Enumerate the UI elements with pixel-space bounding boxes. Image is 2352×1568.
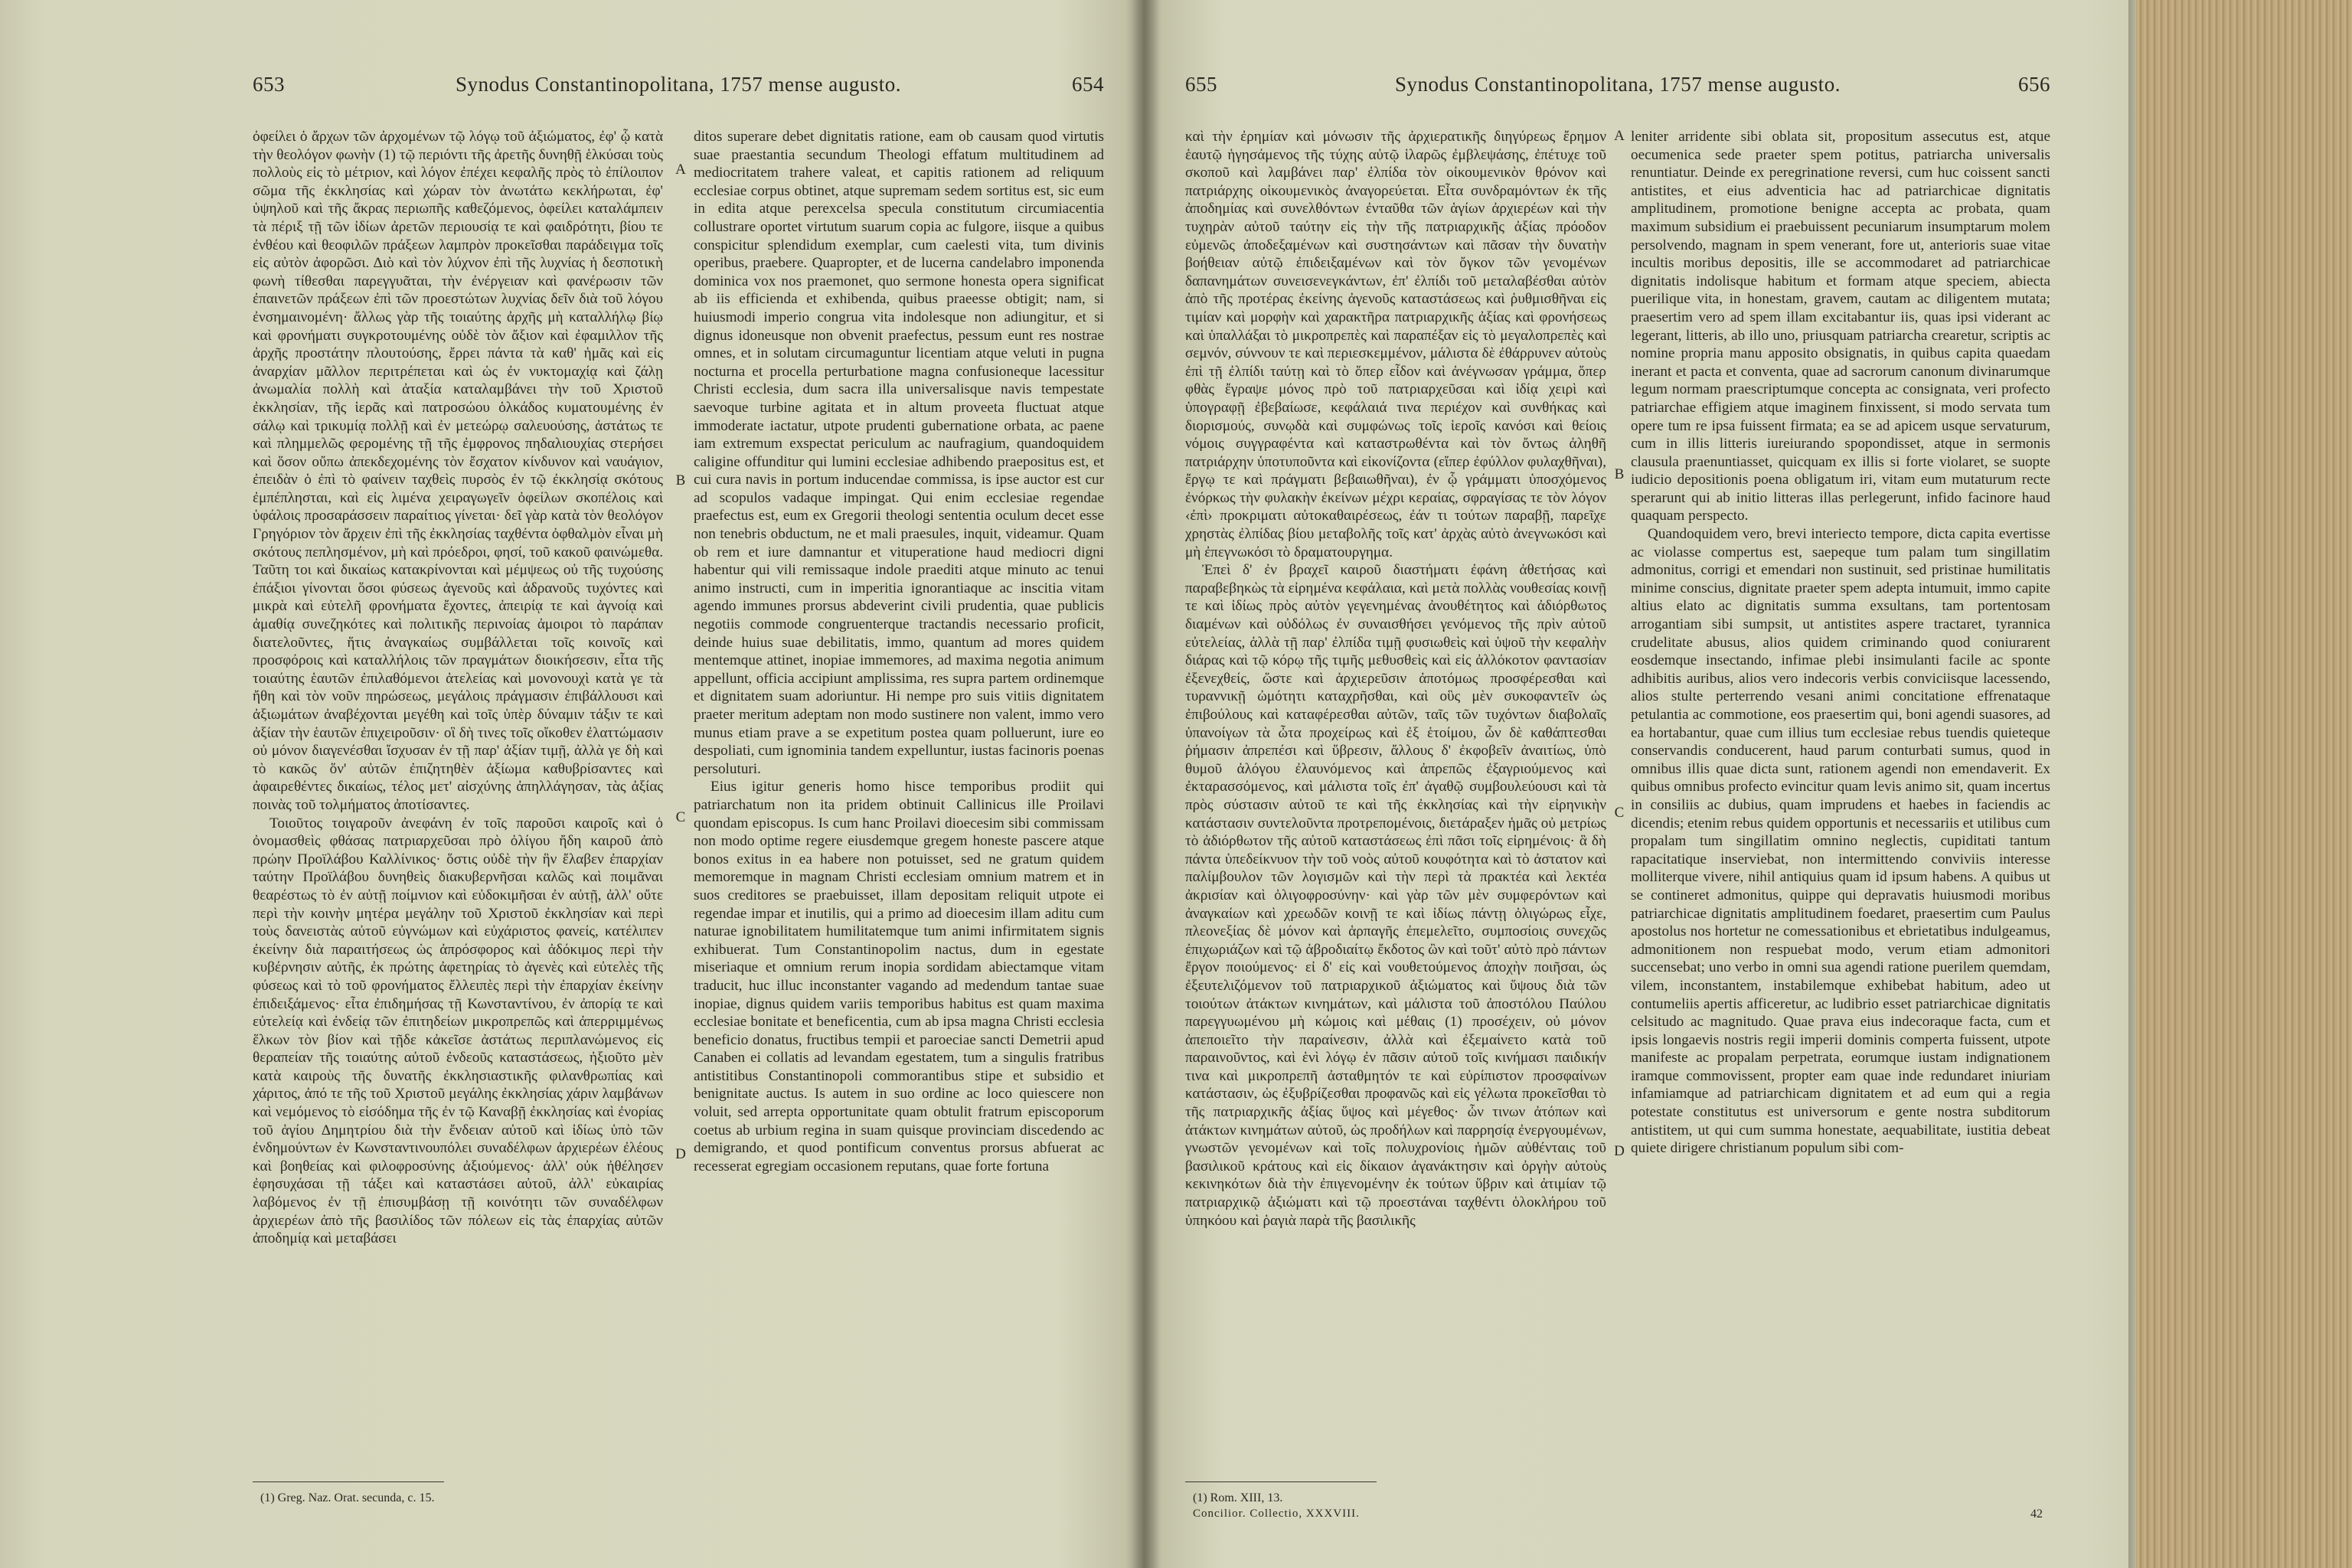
footnote-rule: [253, 1481, 444, 1482]
paragraph: ὀφείλει ὁ ἄρχων τῶν ἀρχομένων τῷ λόγῳ τοῦ ἀξιώματος, ἐφ' ᾧ κατὰ τὴν θεολόγον φωνὴν (1) τῷ περιόντι τῆς ἀρετῆς δυνηθῇ ἑλκύσαι τοὺς πολλοὺς εἰς τὸ μέτριον, καὶ λόγον ἐπέχει κεφαλῆς πρὸς τὸ ἐπίλοιπον σῶμα τῆς ἐκκλησίας καὶ χώραν τὸν ἀνωτάτω κεκλήρωται, ἐφ' ὑψηλοῦ καὶ τῆς ἄκρας περιωπῆς καθεζόμενος, ὀφείλει καταλάμπειν τὰ πέριξ τῇ τῶν ἰδίων ἀρετῶν περιουσίᾳ τε καὶ φαιδρότητι, βίου τε ἐνθέου καὶ θεοφιλῶν πράξεων λαμπρὸν προκεῖσθαι παράδειγμα τοῖς εἰς αὐτὸν ἀφορῶσι. Διὸ καὶ τὸν λύχνον ἐπὶ τῆς λυχνίας ἡ δεσποτικὴ φωνὴ τίθεσθαι παρεγγυᾶται, τὴν ἐνέργειαν καὶ φανέρωσιν τῶν ἐπαινετῶν πράξεων ἐπὶ τῶν προεστώτων λυχνίας δεῖν διὰ τοῦ λόγου ἐνσημαινομένη· ἄλλως γὰρ τῆς τοιαύτης ἀρχῆς μὴ καταλλήλῳ βίῳ καὶ φρονήματι συγκροτουμένης οὐδὲ τὸν ἄξιον καὶ ἐφαμιλλον τῆς ἀρχῆς προστάτην πλουτούσης, ἔρρει πάντα τὰ καθ' ἡμᾶς καὶ εἰς ἀναρχίαν μᾶλλον περιτρέπεται καὶ ὡς ἐν νυκτομαχίᾳ καὶ ζάλῃ ἀνωμαλία πολλὴ καὶ ἀταξία καταλαμβάνει τὴν τοῦ Χριστοῦ ἐκκλησίαν, τῆς ἱερᾶς καὶ πατροσώου ὁλκάδος κυματουμένης ἐν σάλῳ καὶ τρικυμίᾳ πολλῇ καὶ ἐν μετεώρῳ σαλευούσης, ἀστάτως τε καὶ πλημμελῶς φερομένης τῇ τῆς ἐμφρονος πηδαλιουχίας στερήσει καὶ ὅσον οὔπω ἀπεκδεχομένης τὸν ἔσχατον κίνδυνον καὶ ναυάγιον, ἐπειδὰν ὁ ἐπὶ τὸ φαίνειν ταχθεὶς πυρσὸς ἐν τῷ ἐκκλησίᾳ σκότους ἐμπέπλησται, καὶ εἰς λιμένα χειραγωγεῖν ὀφείλων σκοπέλοις καὶ ὑφάλοις προσαράσσειν παραίτιος γίνεται· δεῖ γὰρ κατὰ τὸν θεολόγον Γρηγόριον τὸν ἄρχειν ἐπὶ τῆς ἐκκλησίας ταχθέντα ὀφθαλμὸν εἶναι μὴ σκότους πεπλησμένον, μὴ καὶ πρόεδροι, φησί, τοῦ κακοῦ φαινώμεθα. Ταῦτη τοι καὶ δικαίως κατακρίνονται καὶ μέμψεως οὐ τῆς τυχούσης ἐπάξιοι γίνονται ὅσοι φύσεως ἀγενοῦς καὶ ἀδρανοῦς τυχόντες καὶ μικρὰ καὶ εὐτελῆ φρονήματα ἔχοντες, ἀπειρίᾳ τε καὶ ἀγνοίᾳ καὶ ἀμαθίᾳ συνεζηκότες καὶ πολιτικῆς περινοίας ἀμοιροι τὸ παράπαν διατελοῦντες, ἥτις ἀναγκαίως συμβάλλεται τοῖς κοινοῖς καὶ προσφόροις καὶ καταλλήλοις τῶν πραγμάτων διοικήσεσιν, εἶτα τῆς τοιαύτης ἑαυτῶν ἐπιλαθόμενοι ἀτελείας καὶ μονονουχὶ κατὰ γε τὰ ἤθη καὶ τὸν νοῦν πηρώσεως, μεγάλοις πράγμασιν ἐπιβάλλουσι καὶ ἀξιωμάτων ἀναβέχονται μεγέθη καὶ τοῖς ὑπὲρ δύναμιν τάξιν τε καὶ ἀξίαν τὴν ἑαυτῶν ἐπιχειροῦσιν· οἳ δὴ τινες τοῖς οἴκοθεν ἐλαττώμασιν οὐ μόνον διαγενέσθαι ἴσχυσαν ἐν τῇ παρ' ἀξίαν τιμῇ, ἀλλὰ γε δὴ καὶ τὸ κακῶς ὅν' αὐτῶν ἐπιζητηθὲν ἀξίωμα καθυβρίσαντες καὶ ἀφαιρεθέντες δικαίως, τέλος μετ' αἰσχύνης ἀπηλλάγησαν, τὰς ἀξίας ποινὰς τοῦ τολμήματος ἀποτίσαντες.: [253, 129, 663, 813]
page-number: 655: [1185, 73, 1217, 96]
greek-column: [1185, 128, 1606, 1521]
section-marker: A: [1614, 128, 1625, 144]
paragraph: Quandoquidem vero, brevi interiecto tempore, dicta capita evertisse ac violasse compertus est, saepeque tum palam tum singillatim admonitus, corrigi et emendari non sustinuit, sed pristinae humilitatis minime conscius, dignitate praeter spem adepta intumuit, immo capite altius elato ac dignitatis summa exsultans, tam portentosam arrogantiam sibi sumpsit, ut antistites aspere tractaret, tyrannica crudelitate abusus, alios quidem criminando quod coniurarent eosdemque insectando, infimae plebi insimulanti facile ac sponte adhibitis auribus, alios vero indecoris verbis conviciisque lacessendo, alios stulte perterrendo vesani animi concitatione effrenataque petulantia ac commotione, eos praesertim qui, boni agendi suasores, ad ea hortabantur, quae cum illius tum ecclesiae rebus tuendis quieteque conservandis conducerent, haud parum conturbati sumus, quod in omnibus illis quae dicta sunt, rationem agendi non emendaverit. Ex quibus omnibus profecto evincitur quam levis animo sit, quam incertus in consiliis ac dubius, quam imprudens et haebes in faciendis ac dicendis; etenim rebus quidem opportunis et necessariis et utilibus cum propalam tum singillatim omnino neglectis, cupiditati tantum rapacitatique inserviebat, non intermittendo conviviis interesse molliterque vivere, nihil antiquius quam id ipsum habens. A quibus ut se contineret admonitus, quippe qui depravatis huiusmodi moribus patriarchicae dignitatis amplitudinem foedaret, praesertim cum Paulus apostolus nos hortetur ne comessationibus et ebrietatibus indulgeamus, admonitionem non respuebat modo, verum etiam admonitori succensebat; uno verbo in omni sua agendi ratione puerilem quemdam, vilem, inconstantem, instabilemque exhibebat habitum, adeo ut contumeliis apertis afficeretur, ac ludibrio esset patriarchicae dignitatis celsitudo ac magnitudo. Quae prava eius indecoraque facta, cum et ipsis longaevis nostris regii imperii dominis comperta fuissent, utpote manifeste ac propalam perpetrata, eorumque iustam indignationem iramque commovissent, propter eam quae inde redundaret iniuriam infamiamque ad patriarchicam dignitatem et ad eum qui a regia potestate constitutus est universorum e gente nostra subditorum antistitem, ut qui cum summa honestate, aequabilitate, iustitia debeat quiete dirigere christianum populum sibi com-: [1631, 526, 2050, 1157]
section-marker: B: [675, 472, 686, 488]
book-gutter: [1132, 0, 1159, 1568]
page-number: 653: [253, 73, 285, 96]
running-header: [1185, 73, 2050, 106]
footnote: (1) Greg. Naz. Orat. secunda, c. 15.: [260, 1491, 435, 1504]
section-marker: B: [1614, 466, 1625, 482]
latin-column: [694, 128, 1104, 1521]
paragraph: leniter arridente sibi oblata sit, propositum assecutus est, atque oecumenica sede praeter spem potitus, patriarcha universalis renuntiatur. Deinde ex peregrinatione reversi, cum huc coissent sancti antistites, et eius adventicia hac ad patriarchicae dignitatis amplitudinem, promotione benigne accepta ac probata, quam maximum subsidium ei praebuissent pecuniarum insumptarum molem persolvendo, magnam in spem venerant, fore ut, anterioris suae vitae incultis moribus depositis, ille se accommodaret ad patriarchicae dignitatis indolisque habitum et formam atque speciem, abiecta puerilique vita, in honestam, gravem, cautam ac diligentem mutata; praesertim vero ad spem illam excitabantur iis, quas ipsi viderant ac legerant, litteris, ab illo uno, priusquam patriarcha crearetur, scriptis ac nomine propria manu apposito obsignatis, in quibus capita quaedam inerant et pacta et conventa, quae ad sacrorum canonum divinarumque legum normam praescriptumque concepta ac consignata, veri profecto patriarchae effigiem atque imaginem finxissent, si modo servata tum opere tum re ipsa fuissent firmata; ea se ad apicem usque servaturum, cum in illis litteris iureiurando spopondisset, atque in sermonis clausula praenuntiasset, quicquam ex illis si forte violaret, se suopte iudicio depositionis poena obligatum iri, vitam eum mutaturum recte sperarunt qui ab initio litteras illas perlegerunt, infido facinore haud quaquam perspecto.: [1631, 129, 2050, 524]
page-number: 654: [1072, 73, 1104, 96]
paragraph: Eius igitur generis homo hisce temporibus prodiit qui patriarchatum non ita pridem obtinuit Callinicus ille Proilavi quondam episcopus. Is cum hanc Proilavi dioecesim sibi commissam non modo optime regere eiusdemque gregem honeste pascere atque bonos exitus in ea habere non potuisset, sed ne gratum quidem memoremque in magnam Christi ecclesiam omnium matrem et in suos creditores se praebuisset, illam depositam reliquit utpote ei regendae impar et inutilis, qui a primo ad dioecesim illam aditu cum naturae ignobilitatem humilitatemque tum animi infirmitatem signis exhibuerat. Tum Constantinopolim nactus, dum in egestate miseriaque et omnium rerum inopia sordidam abiectamque vitam traducit, huc illuc inconstanter vagando ad medendum tantae suae inopiae, dignus quidem variis temporibus habitus est quam maxima ecclesiae bonitate et beneficentia, cum ab ipsa magna Christi ecclesia beneficio donatus, fructibus tempii et paroeciae sancti Demetrii apud Canaben ei collatis ad levandam egestatem, tum a singulis fratribus antistitibus Constantinopoli commorantibus stipe et subsidio et benignitate auctus. Is autem in suo ordine ac loco quiescere non voluit, sed arrepta opportunitate quam obtulit fratrum episcoporum coetus ab urbium regina in suam quisque provinciam discedendo ac demigrando, et quod pontificum conventus prorsus abfuerat ac recesserat egregiam occasionem reputans, quae forte fortuna: [694, 779, 1104, 1174]
paragraph: Τοιοῦτος τοιγαροῦν ἀνεφάνη ἐν τοῖς παροῦσι καιροῖς καὶ ὁ ὀνομασθεὶς φθάσας πατριαρχεῦσαι πρὸ ὀλίγου ἤδη καιροῦ ἀπὸ πρώην Προϊλάβου Καλλίνικος· ὅστις οὐδὲ τὴν ἣν ἔλαβεν ἐπαρχίαν ταύτην Προϊλάβου δυνηθεὶς διακυβερνῆσαι καλῶς καὶ ποιμᾶναι θεαρέστως τὸ ἐν αὐτῇ ποίμνιον καὶ εὐδοκιμῆσαι ἐν αὐτῇ, ἀλλ' οὔτε περὶ τὴν κοινὴν μητέρα μεγάλην τοῦ Χριστοῦ ἐκκλησίαν καὶ περὶ τοὺς δανειστὰς αὐτοῦ εὐγνώμων καὶ εὐχάριστος φανείς, κατέλιπεν ἐκείνην διὰ παραιτήσεως ὡς ἀπρόσφορος καὶ ἀδόκιμος περὶ τὴν κυβέρνησιν αὐτῆς, ἐκ πρώτης ἀφετηρίας τὸ ἀγενὲς καὶ εὐτελὲς τῆς φύσεως καὶ τὸ τοῦ φρονήματος ἔλλειπὲς περὶ τὴν ἐπαρχίαν ἐκείνην ἐπιδειξάμενος· εἶτα ἐπιδημήσας τῇ Κωνσταντίνου, ἐν ἀπορίᾳ τε καὶ εὐτελείᾳ καὶ ἐνδείᾳ τῶν ἐπιτηδείων μικροπρεπῶς καὶ ἀπερριμμένως ἕλκων τὸν βίον καὶ τῇδε κἀκεῖσε ἀστάτως περιπλανώμενος εἰς θεραπείαν τῆς τοιαύτης αὐτοῦ ἐνδεοῦς καταστάσεως, ἠξιοῦτο μὲν κατὰ καιροὺς τῆς δυνατῆς ἐκκλησιαστικῆς φιλανθρωπίας καὶ χάριτος, ἀπό τε τῆς τοῦ Χριστοῦ μεγάλης ἐκκλησίας χάριν λαμβάνων καὶ νεμόμενος τὸ εἰσόδημα τῆς ἐν τῷ Καναβῇ ἐκκλησίας καὶ ἐνορίας τοῦ ἁγίου Δημητρίου διὰ τὴν ἔνδειαν αὐτοῦ καὶ ἰδίως ὑπὸ τῶν ἐνδημούντων ἐν Κωνσταντινουπόλει συναδέλφων ἀρχιερέων ἐλέους καὶ βοηθείας καὶ φιλοφροσύνης ἀξιούμενος· ἀλλ' οὐκ ἠθέλησεν ἐφησυχάσαι τῇ τάξει καὶ καταστάσει αὐτοῦ, ἀλλ' εὐκαιρίας λαβόμενος ἐν τῇ ἐπισυμβάσῃ τῇ κοινότητι τῶν συναδέλφων ἀρχιερέων ἀπὸ τῆς βασιλίδος τῶν πόλεων εἰς τὰς ἐπαρχίας αὐτῶν ἀποδημίᾳ καὶ μεταβάσει: [253, 815, 663, 1247]
signature-number: 42: [2030, 1508, 2043, 1521]
page-number: 656: [2018, 73, 2050, 96]
running-title: Synodus Constantinopolitana, 1757 mense augusto.: [1395, 73, 1841, 96]
running-title: Synodus Constantinopolitana, 1757 mense augusto.: [456, 73, 901, 96]
page-edges: [2136, 0, 2352, 1568]
paragraph: ditos superare debet dignitatis ratione, eam ob causam quod virtutis suae praestantia secundum Theologi effatum multitudinem ad mediocritatem trahere valeat, et capitis rationem ad reliquum ecclesiae corpus obtinet, atque supremam sedem sortitus est, sic eum in edita atque perexcelsa specula constitutum circumiacentia collustrare oportet virtutum suarum copia ac fulgore, iisque a quibus conspicitur splendidum exemplar, cum caelesti vita, tum divinis operibus, praebere. Quapropter, et de lucerna candelabro imponenda dominica vox nos praemonet, quo sermone honesta opera significat ab iis efficienda et exhibenda, quibus praeesse obtigit; nam, si huiusmodi imperio congrua vita indolesque non adiungitur, et si dignus idoneusque non obvenit praefectus, pessum eunt res nostrae omnes, et in solutam circumaguntur licentiam atque veluti in pugna nocturna et procella perturbatione magna confusioneque lacessitur Christi ecclesia, dum sacra illa universalisque navis tempestate saevoque turbine agitata et in altum proveeta fluctuat atque immoderate iactatur, utpote prudenti gubernatione orbata, ac paene iam extremum exspectat periculum ac naufragium, quandoquidem caligine offunditur qui lumini ecclesiae adhibendo praepositus est, et cui cura navis in portum inducendae commissa, is ipse auctor est cur ad scopulos vadaque impingat. Qui enim ecclesiae regendae praefectus est, eum ex Gregorii theologi sententia oculum decet esse non tenebris obductum, ne et mali praesules, inquit, videamur. Quam ob rem et iure damnantur et vituperatione haud mediocri digni habentur qui vili remissaque indole praediti atque minuto ac tenui animo instructi, cum in imperitia ignorantiaque ac inscitia vitam agendo immunes prorsus abdeverint civili prudentia, quae publicis negotiis commode congruenterque tractandis necessario proficit, deinde huius suae debilitatis, immo, quantum ad mores quidem mentemque attinet, inopiae immemores, ad maxima negotia animum appellunt, officia accipiunt amplissima, res supra partem ordinemque et dignitatem suam adoriuntur. Hi nempe pro suis vitiis dignitatem praeter meritum adeptam non modo sustinere non valent, immo vero munus etiam prave a se expetitum postea quam polluerunt, iure eo despoliati, cum ignominia tandem expelluntur, iustas facinoris poenas persoluturi.: [694, 129, 1104, 777]
section-marker: D: [675, 1146, 686, 1162]
footnote-rule: [1185, 1481, 1377, 1482]
section-marker: D: [1614, 1143, 1625, 1159]
greek-column: [253, 128, 663, 1521]
paragraph: καὶ τὴν ἐρημίαν καὶ μόνωσιν τῆς ἀρχιερατικῆς διηγύρεως ἔρημον ἑαυτῷ ἡγησάμενος τῆς τύχης αὐτῷ ἱλαρῶς ἐμβλεψάσης, ἐπέτυχε τοῦ σκοποῦ καὶ λαμβάνει παρ' ἐλπίδα τὸν οἰκουμενικὸν θρόνον καὶ πατριάρχης οἰκουμενικὸς ἀναγορεύεται. Εἶτα συνδραμόντων ἐκ τῆς ἀποδημίας καὶ συνελθόντων ἐνταῦθα τῶν ἁγίων ἀρχιερέων καὶ τὴν τυχηρὰν αὐτοῦ ταύτην εἰς τὴν τῆς πατριαρχικῆς ἀξίας πρόοδον εὐμενῶς ἀποδεξαμένων καὶ συστησάντων καὶ πᾶσαν τὴν δυνατὴν βοήθειαν αὐτῷ ἐπιδειξαμένων καὶ τὸν ὄγκον τῶν γενομένων δαπανημάτων συνεισενεγκάντων, ἐπ' ἐλπίδι τοῦ μεταλαβέσθαι αὐτὸν ἀπὸ τῆς προτέρας ἐκείνης ἀγενοῦς καταστάσεως καὶ ῥυθμισθῆναι εἰς τιμίαν καὶ μορφὴν καὶ χαρακτῆρα πατριαρχικῆς ἀξίας καὶ φρονήσεως καὶ ὑπαλλάξαι τὸ μικροπρεπὲς καὶ παραπέξαν εἰς τὸ μεγαλοπρεπὲς καὶ σεμνόν, σύννουν τε καὶ περιεσκεμμένον, μάλιστα δὲ ἐθάρρυνεν αὐτοὺς ἐπὶ τῇ ἐλπίδι ταύτῃ καὶ τὸ ὅπερ εἶδον καὶ ἀνέγνωσαν γράμμα, ὅπερ φθὰς ἔγραψε μόνος πρὸ τοῦ πατριαρχεῦσαι καὶ ἰδίᾳ χειρὶ καὶ ὑπογραφῇ ἐβεβαίωσε, κεφάλαιά τινα περιέχον καὶ συνθήκας καὶ διορισμούς, συνῳδὰ καὶ συμφώνως τοῖς ἱεροῖς κανόσι καὶ θείοις νόμοις συγγραφέντα καὶ καταστρωθέντα καὶ τὸν ὄντως ἀληθῆ πατριάρχην ὑποτυποῦντα καὶ εἰκονίζοντα (εἴπερ ἐφύλλον φυλαχθῆναι), ἔργῳ τε καὶ πράγματι βεβαιωθῆναι), ἐν ᾧ γράμματι ὑποσχόμενος ἐνόρκως τὴν φυλακὴν ἐκείνων μέχρι κεραίας, σφραγίσας τε τὸν λόγον ‹ἐπὶ› προκριματι αὐτοκαθαιρέσεως, ἐάν τι τούτων παραβῇ, παρεῖχε χρηστὰς ἐλπίδας βίου μεταβολῆς τοῖς κατ' ἀρχὰς αὐτὸ ἀνεγνωκόσι καὶ μὴ ἐπεγνωκόσι τὸ δραματουργημα.: [1185, 129, 1606, 560]
paragraph: Ἐπεὶ δ' ἐν βραχεῖ καιροῦ διαστήματι ἐφάνη ἀθετήσας καὶ παραβεβηκὼς τὰ εἰρημένα κεφάλαια, καὶ μετὰ πολλὰς νουθεσίας κοινῇ τε καὶ ἰδίως πρὸς αὐτὸν γεγενημένας ἀνουθέτητος καὶ ἀδιόρθωτος διαμένων καὶ οὐδόλως ἐν συναισθήσει γενόμενος τῆς πρὶν αὐτοῦ εὐτελείας, ἀλλὰ τῇ παρ' ἐλπίδα τιμῇ φυσιωθεὶς καὶ ὑψοῦ τὴν κεφαλὴν διάρας καὶ τῷ κόρῳ τῆς τιμῆς μεθυσθεὶς καὶ εἰς ἀλλόκοτον φαντασίαν ἐξενεχθείς, ὥστε καὶ ἀρχιερεῦσιν ἀποτόμως προσφέρεσθαι καὶ τυραννικῇ ὠμότητι καταχρῆσθαι, καὶ οὓς μὲν συκοφαντεῖν ὡς ἐπιβούλους καὶ καταφέρεσθαι αὐτῶν, ταῖς τῶν τυχόντων διαβολαῖς ὑπανοίγων τὰ ὦτα προχείρως καὶ ἐξ ἑτοίμου, ὧν δὲ καθάπτεσθαι ῥήμασιν ἀπρεπέσι καὶ ὕβρεσιν, ἄλλους δ' ἐκφοβεῖν ἀναιτίως, ὑπὸ θυμοῦ ἀλόγου ἐλαυνόμενος καὶ ἀπρεπῶς ἐξαγριούμενος καὶ ἐκταρασσόμενος, καὶ μάλιστα τοῖς ἐπ' ἀγαθῷ συμβουλεύουσι καὶ τὰ πρὸς σύστασιν αὐτοῦ τε καὶ τῆς ἐκκλησίας καὶ τὴν εἰρηνικὴν κατάστασιν συντελοῦντα προτρεπομένοις, διετάραξεν ἡμᾶς οὐ μετρίως τὸ ἀδιόρθωτον τῆς αὐτοῦ καταστάσεως ἐπὶ πᾶσι τοῖς εἰρημένοις· ἃ δὴ πάντα ὑπεδείκνυον τὴν τοῦ νοὸς αὐτοῦ κουφότητα καὶ τὸ ἀστατον καὶ παλίμβουλον τῶν λογισμῶν καὶ τὴν περὶ τὰ πρακτέα καὶ λεκτέα ἀκρισίαν καὶ ὀλιγοφροσύνην· καὶ γὰρ τῶν μὲν συμφερόντων καὶ ἀναγκαίων καὶ χρεωδῶν κοινῇ τε καὶ ἰδίως πάντῃ ὀλιγώρως εἶχε, πλεονεξίας δὲ μόνον καὶ ἁρπαγῆς ἐπεμελεῖτο, συμποσίοις συνεχῶς ἐπιχωριάζων καὶ τῷ ἀβροδιαίτῳ ἔκδοτος ὢν καὶ τοῦτ' αὐτὸ πρὸ πάντων ἔργον ποιούμενος· εἰ δ' εἰς καὶ νουθετούμενος ἀποχὴν ποιῆσαι, ὡς ἐξευτελιζόμενον τοῦ πατριαρχικοῦ ἀξιώματος καὶ ὕψους διὰ τῶν τοιούτων ἀτάκτων κινημάτων, καὶ μάλιστα τοῦ ἀποστόλου Παύλου παρεγγυωμένου μὴ κώμοις καὶ μέθαις (1) προσέχειν, οὐ μόνον ἀπεποιεῖτο τὴν παραίνεσιν, ἀλλὰ καὶ ἐξεμαίνετο κατὰ τοῦ παραινοῦντος, καὶ ἑνὶ λόγῳ ἐν πᾶσιν αὐτοῦ τοῖς κινήμασι παιδικήν τινα καὶ μικροπρεπῆ ἀσταθμητόν τε καὶ εὐρίπιστον προσφαίνων κατάστασιν, ὡς ἐξυβρίζεσθαι προφανῶς καὶ εἰς γέλωτα προκεῖσθαι τὸ τῆς πατριαρχικῆς ἀξίας ὕψος καὶ μέγεθος· ὧν τινων ἀτόπων καὶ ἀτάκτων κινημάτων αὐτοῦ, ὡς προδήλων καὶ παρρησίᾳ ἐνεργουμένων, γνωστῶν γενομένων καὶ τοῖς πολυχρονίοις ἡμῶν αὐθένταις τοῦ βασιλικοῦ κράτους καὶ εἰς δίκαιον ἀγανάκτησιν καὶ ὀργὴν αὐτοὺς κεκινηκότων διὰ τὴν ἐπιγενομένην ἐκ τούτων ὕβριν καὶ ἀτιμίαν τῷ πατριαρχικῷ ἀξιώματι καὶ τῷ προεστάναι ταχθέντι ὁλοκλήρου τοῦ ὑπηκόου καὶ ῥαγιὰ παρὰ τῆς βασιλικῆς: [1185, 562, 1606, 1229]
section-marker: A: [675, 162, 686, 178]
signature-line: Concilior. Collectio, XXXVIII.: [1193, 1508, 1360, 1520]
latin-column: [1631, 128, 2050, 1521]
footnote: (1) Rom. XIII, 13.: [1193, 1491, 1283, 1504]
running-header: [253, 73, 1104, 106]
section-marker: C: [1614, 805, 1625, 821]
section-marker: C: [675, 809, 686, 825]
